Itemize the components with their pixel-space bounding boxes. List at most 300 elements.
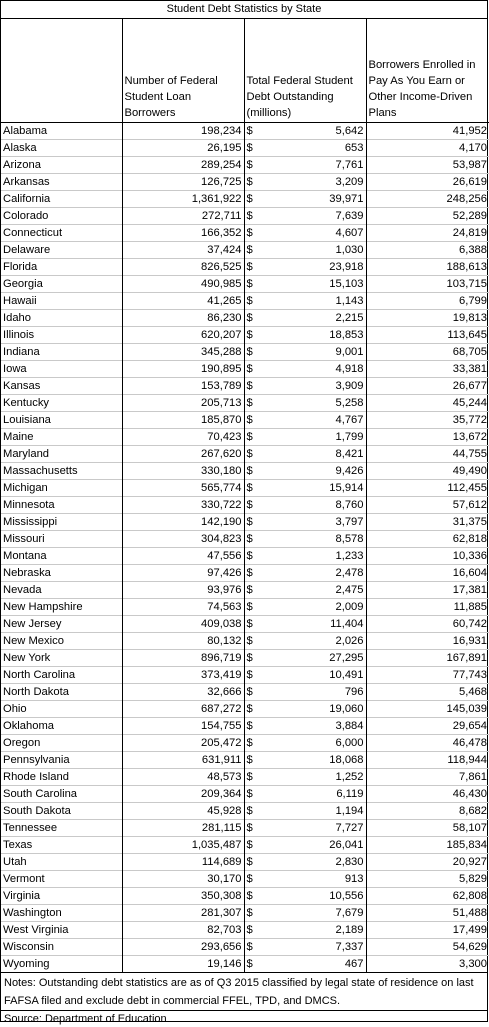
debt-cell bbox=[244, 531, 366, 548]
state-cell: Oregon bbox=[1, 735, 122, 752]
debt-value: 2,478 bbox=[335, 567, 364, 579]
income-driven-cell: 49,490 bbox=[366, 463, 489, 480]
borrowers-cell: 93,976 bbox=[122, 582, 244, 599]
table-row bbox=[1, 752, 489, 769]
state-cell: Rhode Island bbox=[1, 769, 122, 786]
debt-value: 2,215 bbox=[335, 312, 364, 324]
debt-value: 18,068 bbox=[329, 754, 364, 766]
debt-cell bbox=[244, 888, 366, 905]
state-cell: Oklahoma bbox=[1, 718, 122, 735]
table-row bbox=[1, 922, 489, 939]
debt-value: 27,295 bbox=[329, 652, 364, 664]
debt-cell bbox=[244, 905, 366, 922]
debt-cell bbox=[244, 378, 366, 395]
state-cell: New Mexico bbox=[1, 633, 122, 650]
table-row bbox=[1, 242, 489, 259]
debt-cell bbox=[244, 922, 366, 939]
borrowers-cell: 289,254 bbox=[122, 157, 244, 174]
income-driven-cell: 20,927 bbox=[366, 854, 489, 871]
debt-cell bbox=[244, 310, 366, 327]
table-body bbox=[1, 123, 489, 973]
currency-symbol: $ bbox=[246, 295, 253, 307]
borrowers-cell: 281,115 bbox=[122, 820, 244, 837]
state-cell: Arkansas bbox=[1, 174, 122, 191]
state-cell: Louisiana bbox=[1, 412, 122, 429]
currency-symbol: $ bbox=[246, 533, 253, 545]
income-driven-cell: 77,743 bbox=[366, 667, 489, 684]
source: Source: Department of Education bbox=[1, 1010, 487, 1027]
currency-symbol: $ bbox=[246, 618, 253, 630]
state-cell: Kansas bbox=[1, 378, 122, 395]
debt-cell bbox=[244, 701, 366, 718]
borrowers-cell: 30,170 bbox=[122, 871, 244, 888]
table-row bbox=[1, 208, 489, 225]
debt-cell bbox=[244, 174, 366, 191]
debt-cell bbox=[244, 140, 366, 157]
header-debt-outstanding: Total Federal Student Debt Outstanding (millions) bbox=[244, 19, 366, 123]
borrowers-cell: 97,426 bbox=[122, 565, 244, 582]
income-driven-cell: 4,170 bbox=[366, 140, 489, 157]
debt-value: 7,337 bbox=[335, 941, 364, 953]
currency-symbol: $ bbox=[246, 941, 253, 953]
state-cell: Idaho bbox=[1, 310, 122, 327]
state-cell: Georgia bbox=[1, 276, 122, 293]
currency-symbol: $ bbox=[246, 397, 253, 409]
table-row bbox=[1, 293, 489, 310]
table-row bbox=[1, 191, 489, 208]
borrowers-cell: 1,035,487 bbox=[122, 837, 244, 854]
state-cell: Vermont bbox=[1, 871, 122, 888]
currency-symbol: $ bbox=[246, 805, 253, 817]
borrowers-cell: 80,132 bbox=[122, 633, 244, 650]
debt-value: 6,119 bbox=[336, 788, 364, 800]
income-driven-cell: 58,107 bbox=[366, 820, 489, 837]
income-driven-cell: 24,819 bbox=[366, 225, 489, 242]
state-cell: Kentucky bbox=[1, 395, 122, 412]
debt-value: 4,918 bbox=[335, 363, 364, 375]
debt-cell bbox=[244, 650, 366, 667]
debt-cell bbox=[244, 242, 366, 259]
income-driven-cell: 113,645 bbox=[366, 327, 489, 344]
debt-value: 4,607 bbox=[335, 227, 364, 239]
borrowers-cell: 142,190 bbox=[122, 514, 244, 531]
borrowers-cell: 26,195 bbox=[122, 140, 244, 157]
borrowers-cell: 565,774 bbox=[122, 480, 244, 497]
state-cell: Pennsylvania bbox=[1, 752, 122, 769]
income-driven-cell: 29,654 bbox=[366, 718, 489, 735]
income-driven-cell: 54,629 bbox=[366, 939, 489, 956]
borrowers-cell: 620,207 bbox=[122, 327, 244, 344]
debt-value: 2,026 bbox=[335, 635, 364, 647]
debt-cell bbox=[244, 259, 366, 276]
currency-symbol: $ bbox=[246, 125, 253, 137]
table-row bbox=[1, 565, 489, 582]
currency-symbol: $ bbox=[246, 822, 253, 834]
debt-cell bbox=[244, 276, 366, 293]
debt-cell bbox=[244, 446, 366, 463]
state-cell: Montana bbox=[1, 548, 122, 565]
currency-symbol: $ bbox=[246, 448, 253, 460]
currency-symbol: $ bbox=[246, 669, 253, 681]
debt-value: 4,767 bbox=[335, 414, 364, 426]
currency-symbol: $ bbox=[246, 431, 253, 443]
borrowers-cell: 205,472 bbox=[122, 735, 244, 752]
state-cell: Utah bbox=[1, 854, 122, 871]
income-driven-cell: 17,381 bbox=[366, 582, 489, 599]
state-cell: North Dakota bbox=[1, 684, 122, 701]
debt-cell bbox=[244, 225, 366, 242]
state-cell: Nebraska bbox=[1, 565, 122, 582]
debt-cell bbox=[244, 480, 366, 497]
currency-symbol: $ bbox=[246, 788, 253, 800]
currency-symbol: $ bbox=[246, 584, 253, 596]
table-header bbox=[1, 19, 489, 123]
state-cell: Colorado bbox=[1, 208, 122, 225]
state-cell: Michigan bbox=[1, 480, 122, 497]
borrowers-cell: 350,308 bbox=[122, 888, 244, 905]
currency-symbol: $ bbox=[246, 159, 253, 171]
currency-symbol: $ bbox=[246, 958, 253, 970]
income-driven-cell: 5,829 bbox=[366, 871, 489, 888]
table-row bbox=[1, 157, 489, 174]
debt-cell bbox=[244, 667, 366, 684]
debt-value: 467 bbox=[344, 958, 364, 970]
borrowers-cell: 70,423 bbox=[122, 429, 244, 446]
borrowers-cell: 153,789 bbox=[122, 378, 244, 395]
state-cell: Illinois bbox=[1, 327, 122, 344]
borrowers-cell: 45,928 bbox=[122, 803, 244, 820]
table-row bbox=[1, 701, 489, 718]
state-cell: Washington bbox=[1, 905, 122, 922]
income-driven-cell: 60,742 bbox=[366, 616, 489, 633]
currency-symbol: $ bbox=[246, 312, 253, 324]
income-driven-cell: 26,677 bbox=[366, 378, 489, 395]
borrowers-cell: 19,146 bbox=[122, 956, 244, 973]
borrowers-cell: 267,620 bbox=[122, 446, 244, 463]
borrowers-cell: 631,911 bbox=[122, 752, 244, 769]
state-cell: Indiana bbox=[1, 344, 122, 361]
debt-cell bbox=[244, 752, 366, 769]
currency-symbol: $ bbox=[246, 227, 253, 239]
table-row bbox=[1, 599, 489, 616]
debt-value: 6,000 bbox=[335, 737, 364, 749]
debt-value: 8,760 bbox=[335, 499, 364, 511]
table-row bbox=[1, 820, 489, 837]
table-row bbox=[1, 327, 489, 344]
table-row bbox=[1, 837, 489, 854]
currency-symbol: $ bbox=[246, 482, 253, 494]
currency-symbol: $ bbox=[246, 635, 253, 647]
income-driven-cell: 10,336 bbox=[366, 548, 489, 565]
currency-symbol: $ bbox=[246, 873, 253, 885]
table-row bbox=[1, 667, 489, 684]
income-driven-cell: 185,834 bbox=[366, 837, 489, 854]
table-row bbox=[1, 854, 489, 871]
income-driven-cell: 41,952 bbox=[366, 123, 489, 140]
state-cell: Alaska bbox=[1, 140, 122, 157]
table-row bbox=[1, 123, 489, 140]
debt-cell bbox=[244, 191, 366, 208]
currency-symbol: $ bbox=[246, 261, 253, 273]
income-driven-cell: 31,375 bbox=[366, 514, 489, 531]
currency-symbol: $ bbox=[246, 278, 253, 290]
state-cell: North Carolina bbox=[1, 667, 122, 684]
borrowers-cell: 330,722 bbox=[122, 497, 244, 514]
debt-cell bbox=[244, 684, 366, 701]
income-driven-cell: 46,430 bbox=[366, 786, 489, 803]
debt-cell bbox=[244, 854, 366, 871]
currency-symbol: $ bbox=[246, 771, 253, 783]
table-row bbox=[1, 548, 489, 565]
income-driven-cell: 62,808 bbox=[366, 888, 489, 905]
currency-symbol: $ bbox=[246, 601, 253, 613]
header-state bbox=[1, 19, 122, 123]
income-driven-cell: 6,388 bbox=[366, 242, 489, 259]
state-cell: Massachusetts bbox=[1, 463, 122, 480]
debt-cell bbox=[244, 939, 366, 956]
table-row bbox=[1, 344, 489, 361]
state-cell: Arizona bbox=[1, 157, 122, 174]
debt-cell bbox=[244, 786, 366, 803]
table-row bbox=[1, 803, 489, 820]
currency-symbol: $ bbox=[246, 550, 253, 562]
debt-value: 9,426 bbox=[335, 465, 364, 477]
debt-value: 2,475 bbox=[335, 584, 364, 596]
state-cell: Connecticut bbox=[1, 225, 122, 242]
table-row bbox=[1, 378, 489, 395]
table-row bbox=[1, 871, 489, 888]
currency-symbol: $ bbox=[246, 465, 253, 477]
debt-cell bbox=[244, 803, 366, 820]
income-driven-cell: 7,861 bbox=[366, 769, 489, 786]
debt-value: 3,209 bbox=[335, 176, 364, 188]
borrowers-cell: 373,419 bbox=[122, 667, 244, 684]
income-driven-cell: 188,613 bbox=[366, 259, 489, 276]
table-row bbox=[1, 769, 489, 786]
debt-cell bbox=[244, 463, 366, 480]
borrowers-cell: 74,563 bbox=[122, 599, 244, 616]
income-driven-cell: 51,488 bbox=[366, 905, 489, 922]
income-driven-cell: 45,244 bbox=[366, 395, 489, 412]
currency-symbol: $ bbox=[246, 329, 253, 341]
table-row bbox=[1, 412, 489, 429]
income-driven-cell: 13,672 bbox=[366, 429, 489, 446]
income-driven-cell: 3,300 bbox=[366, 956, 489, 973]
currency-symbol: $ bbox=[246, 516, 253, 528]
currency-symbol: $ bbox=[246, 686, 253, 698]
debt-cell bbox=[244, 293, 366, 310]
income-driven-cell: 16,931 bbox=[366, 633, 489, 650]
state-cell: Tennessee bbox=[1, 820, 122, 837]
debt-value: 15,103 bbox=[329, 278, 364, 290]
income-driven-cell: 248,256 bbox=[366, 191, 489, 208]
state-cell: Ohio bbox=[1, 701, 122, 718]
debt-value: 3,884 bbox=[335, 720, 364, 732]
income-driven-cell: 11,885 bbox=[366, 599, 489, 616]
debt-value: 796 bbox=[344, 686, 364, 698]
income-driven-cell: 52,289 bbox=[366, 208, 489, 225]
income-driven-cell: 53,987 bbox=[366, 157, 489, 174]
currency-symbol: $ bbox=[246, 499, 253, 511]
debt-value: 7,639 bbox=[335, 210, 364, 222]
debt-cell bbox=[244, 208, 366, 225]
borrowers-cell: 304,823 bbox=[122, 531, 244, 548]
debt-value: 3,797 bbox=[335, 516, 364, 528]
borrowers-cell: 82,703 bbox=[122, 922, 244, 939]
debt-cell bbox=[244, 718, 366, 735]
borrowers-cell: 1,361,922 bbox=[122, 191, 244, 208]
debt-cell bbox=[244, 837, 366, 854]
currency-symbol: $ bbox=[246, 839, 253, 851]
currency-symbol: $ bbox=[246, 176, 253, 188]
state-cell: Mississippi bbox=[1, 514, 122, 531]
debt-value: 9,001 bbox=[335, 346, 364, 358]
debt-cell bbox=[244, 871, 366, 888]
income-driven-cell: 68,705 bbox=[366, 344, 489, 361]
currency-symbol: $ bbox=[246, 737, 253, 749]
table-row bbox=[1, 684, 489, 701]
borrowers-cell: 896,719 bbox=[122, 650, 244, 667]
state-cell: New Jersey bbox=[1, 616, 122, 633]
borrowers-cell: 32,666 bbox=[122, 684, 244, 701]
borrowers-cell: 154,755 bbox=[122, 718, 244, 735]
currency-symbol: $ bbox=[246, 703, 253, 715]
table-row bbox=[1, 395, 489, 412]
debt-cell bbox=[244, 616, 366, 633]
debt-cell bbox=[244, 548, 366, 565]
debt-value: 39,971 bbox=[329, 193, 364, 205]
currency-symbol: $ bbox=[246, 193, 253, 205]
debt-value: 19,060 bbox=[329, 703, 364, 715]
borrowers-cell: 330,180 bbox=[122, 463, 244, 480]
table-row bbox=[1, 514, 489, 531]
table-row bbox=[1, 939, 489, 956]
currency-symbol: $ bbox=[246, 363, 253, 375]
borrowers-cell: 41,265 bbox=[122, 293, 244, 310]
borrowers-cell: 281,307 bbox=[122, 905, 244, 922]
table-row bbox=[1, 429, 489, 446]
table-row bbox=[1, 718, 489, 735]
borrowers-cell: 47,556 bbox=[122, 548, 244, 565]
debt-value: 8,421 bbox=[335, 448, 364, 460]
debt-value: 1,799 bbox=[335, 431, 364, 443]
state-cell: Alabama bbox=[3, 125, 48, 137]
currency-symbol: $ bbox=[246, 142, 253, 154]
table-row bbox=[1, 956, 489, 973]
table-row bbox=[1, 616, 489, 633]
state-cell: Wisconsin bbox=[1, 939, 122, 956]
table-title: Student Debt Statistics by State bbox=[1, 1, 487, 19]
income-driven-cell: 103,715 bbox=[366, 276, 489, 293]
table-row bbox=[1, 582, 489, 599]
income-driven-cell: 167,891 bbox=[366, 650, 489, 667]
state-cell: Maryland bbox=[1, 446, 122, 463]
debt-cell bbox=[244, 820, 366, 837]
debt-value: 1,233 bbox=[335, 550, 364, 562]
debt-value: 8,578 bbox=[335, 533, 364, 545]
student-debt-table bbox=[1, 19, 489, 972]
state-cell: Texas bbox=[1, 837, 122, 854]
currency-symbol: $ bbox=[246, 346, 253, 358]
debt-value: 7,679 bbox=[335, 907, 364, 919]
debt-value: 7,761 bbox=[335, 159, 364, 171]
debt-cell bbox=[244, 599, 366, 616]
state-cell: South Dakota bbox=[1, 803, 122, 820]
table-row bbox=[1, 650, 489, 667]
debt-cell bbox=[244, 582, 366, 599]
borrowers-cell: 190,895 bbox=[122, 361, 244, 378]
table-row bbox=[1, 480, 489, 497]
borrowers-cell: 198,234 bbox=[122, 123, 244, 140]
borrowers-cell: 205,713 bbox=[122, 395, 244, 412]
debt-cell bbox=[244, 361, 366, 378]
debt-value: 5,642 bbox=[335, 125, 364, 137]
state-cell: Minnesota bbox=[1, 497, 122, 514]
state-cell: Missouri bbox=[1, 531, 122, 548]
income-driven-cell: 57,612 bbox=[366, 497, 489, 514]
income-driven-cell: 26,619 bbox=[366, 174, 489, 191]
income-driven-cell: 5,468 bbox=[366, 684, 489, 701]
debt-value: 2,189 bbox=[335, 924, 364, 936]
state-cell: Iowa bbox=[1, 361, 122, 378]
table-row bbox=[1, 905, 489, 922]
borrowers-cell: 687,272 bbox=[122, 701, 244, 718]
table-row bbox=[1, 531, 489, 548]
state-cell: Wyoming bbox=[1, 956, 122, 973]
state-cell: Maine bbox=[1, 429, 122, 446]
borrowers-cell: 37,424 bbox=[122, 242, 244, 259]
debt-cell bbox=[244, 157, 366, 174]
state-cell: California bbox=[1, 191, 122, 208]
header-borrowers: Number of Federal Student Loan Borrowers bbox=[122, 19, 244, 123]
debt-cell bbox=[244, 327, 366, 344]
table-row bbox=[1, 735, 489, 752]
table-row bbox=[1, 888, 489, 905]
borrowers-cell: 114,689 bbox=[122, 854, 244, 871]
debt-cell bbox=[244, 633, 366, 650]
debt-value: 11,404 bbox=[330, 618, 364, 630]
debt-value: 1,143 bbox=[335, 295, 364, 307]
state-cell: Virginia bbox=[1, 888, 122, 905]
borrowers-cell: 166,352 bbox=[122, 225, 244, 242]
debt-cell bbox=[244, 412, 366, 429]
income-driven-cell: 17,499 bbox=[366, 922, 489, 939]
debt-cell bbox=[244, 123, 366, 140]
table-row bbox=[1, 361, 489, 378]
debt-value: 1,194 bbox=[335, 805, 364, 817]
state-cell: Hawaii bbox=[1, 293, 122, 310]
debt-cell bbox=[244, 497, 366, 514]
debt-cell bbox=[244, 344, 366, 361]
table-row bbox=[1, 259, 489, 276]
debt-cell bbox=[244, 956, 366, 973]
debt-cell bbox=[244, 769, 366, 786]
debt-value: 3,909 bbox=[335, 380, 364, 392]
income-driven-cell: 19,813 bbox=[366, 310, 489, 327]
debt-value: 23,918 bbox=[329, 261, 364, 273]
income-driven-cell: 16,604 bbox=[366, 565, 489, 582]
income-driven-cell: 6,799 bbox=[366, 293, 489, 310]
debt-value: 26,041 bbox=[329, 839, 364, 851]
debt-value: 10,556 bbox=[329, 890, 364, 902]
table-row bbox=[1, 497, 489, 514]
borrowers-cell: 86,230 bbox=[122, 310, 244, 327]
currency-symbol: $ bbox=[246, 414, 253, 426]
debt-cell bbox=[244, 429, 366, 446]
income-driven-cell: 145,039 bbox=[366, 701, 489, 718]
state-cell: Nevada bbox=[1, 582, 122, 599]
state-cell: South Carolina bbox=[1, 786, 122, 803]
